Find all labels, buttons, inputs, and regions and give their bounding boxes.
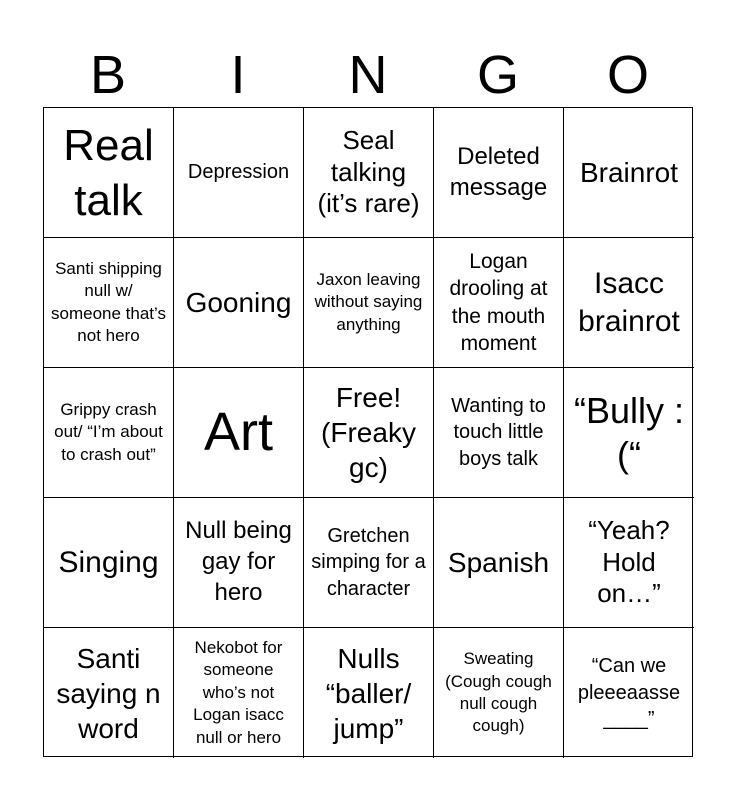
bingo-header [43, 42, 693, 108]
header-letter-i: I [230, 45, 246, 105]
bingo-cell[interactable] [434, 368, 564, 498]
bingo-cell[interactable] [434, 628, 564, 758]
bingo-cell[interactable] [564, 368, 694, 498]
cell-text: Gretchen simping for a character [311, 524, 426, 600]
cell-text: Seal talking (it’s rare) [317, 124, 420, 219]
cell-text: “Bully :(“ [573, 389, 685, 475]
cell-text: “Yeah? Hold on…” [588, 514, 670, 609]
bingo-cell[interactable] [174, 498, 304, 628]
cell-text: Deleted message [449, 142, 548, 201]
cell-text: Depression [187, 161, 290, 184]
bingo-cell[interactable] [304, 108, 434, 238]
bingo-cell[interactable] [44, 368, 174, 498]
cell-text: Spanish [447, 547, 550, 578]
bingo-cell[interactable] [564, 628, 694, 758]
cell-text: Null being gay for hero [185, 517, 292, 606]
cell-text: Nulls “baller/ jump” [325, 642, 412, 744]
cell-text: Art [203, 402, 273, 463]
cell-text: Santi saying n word [56, 642, 161, 744]
cell-text: “Can we pleeeaasse ____” [577, 655, 681, 731]
cell-text: Real talk [63, 120, 154, 225]
bingo-cell[interactable] [44, 498, 174, 628]
cell-text: Wanting to touch little boys talk [451, 394, 546, 470]
bingo-cell[interactable] [44, 628, 174, 758]
bingo-cell[interactable] [174, 238, 304, 368]
cell-text: Sweating (Cough cough null cough cough) [445, 649, 552, 736]
bingo-cell[interactable] [44, 108, 174, 238]
bingo-cell[interactable] [174, 108, 304, 238]
cell-text: Jaxon leaving without saying anything [314, 269, 423, 334]
bingo-cell[interactable] [44, 238, 174, 368]
cell-text: Isacc brainrot [578, 267, 680, 338]
cell-text: Nekobot for someone who’s not Logan isacc null or hero [193, 637, 284, 747]
bingo-cell[interactable] [174, 368, 304, 498]
cell-text: Grippy crash out/ “I’m about to crash out” [54, 399, 163, 464]
bingo-cell[interactable] [564, 108, 694, 238]
cell-text: Logan drooling at the mouth moment [449, 249, 548, 355]
cell-text: Santi shipping null w/ someone that’s not hero [51, 258, 166, 345]
bingo-cell[interactable] [304, 628, 434, 758]
bingo-cell[interactable] [304, 238, 434, 368]
bingo-board [43, 107, 693, 757]
cell-text: Singing [58, 545, 159, 579]
cell-text: Free! (Freaky gc) [321, 382, 416, 483]
bingo-cell[interactable] [434, 108, 564, 238]
bingo-cell[interactable] [434, 498, 564, 628]
cell-text: Brainrot [579, 157, 679, 188]
bingo-cell[interactable] [304, 498, 434, 628]
bingo-cell[interactable] [564, 498, 694, 628]
header-letter-b: B [89, 45, 127, 105]
header-letter-o: O [606, 45, 649, 105]
header-letter-n: N [348, 45, 388, 105]
bingo-cell[interactable] [564, 238, 694, 368]
header-letter-g: G [476, 45, 519, 105]
bingo-cell[interactable] [304, 368, 434, 498]
bingo-cell[interactable] [174, 628, 304, 758]
bingo-cell[interactable] [434, 238, 564, 368]
cell-text: Gooning [185, 287, 292, 318]
